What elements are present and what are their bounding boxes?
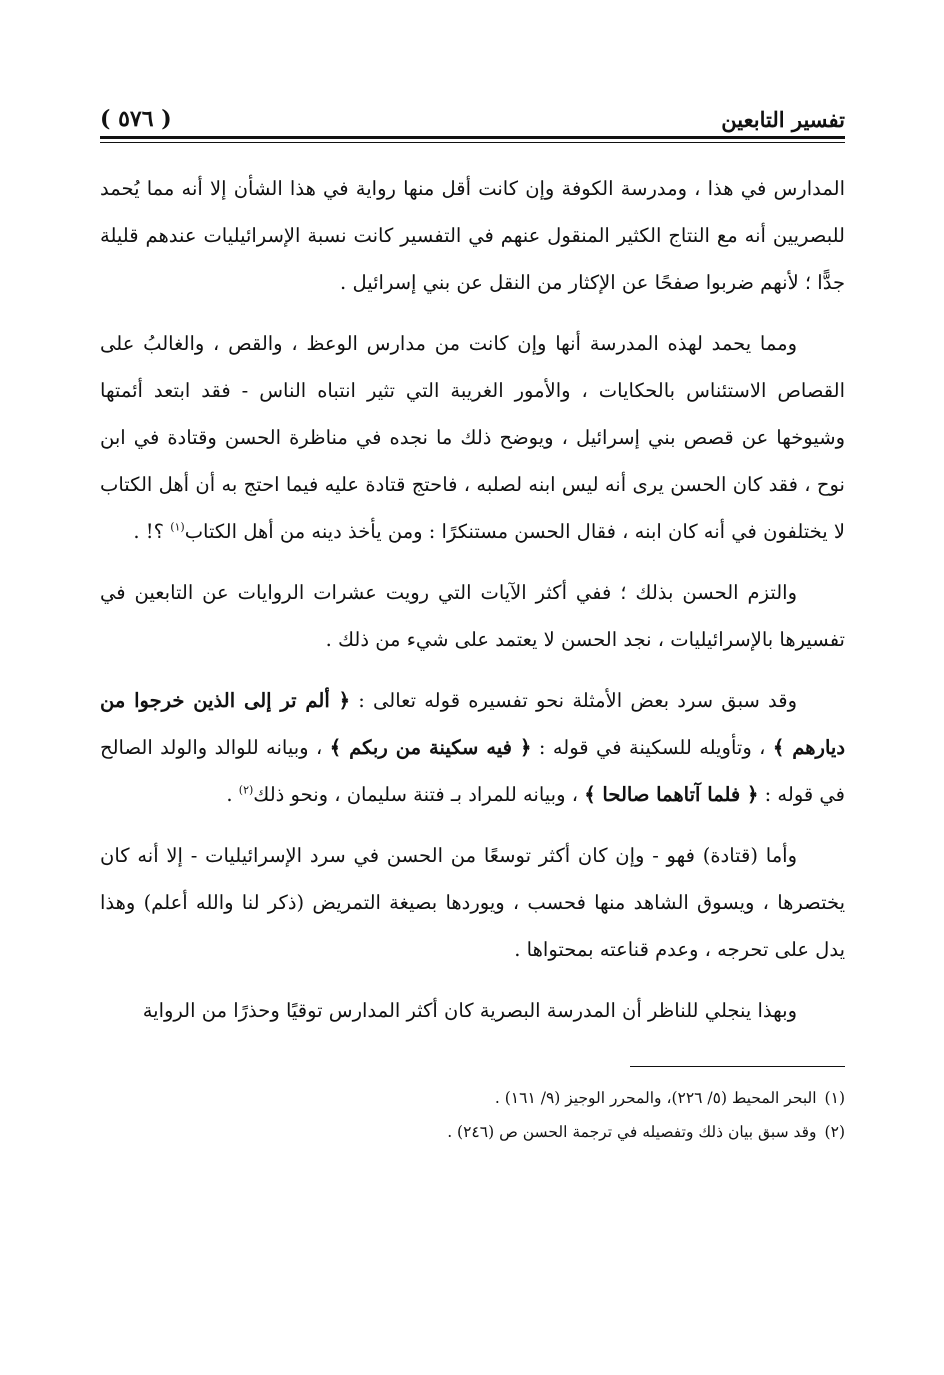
text-run: وأما (قتادة) فهو - وإن كان أكثر توسعًا من الحسن في سرد الإسرائيليات - إلا أنه كان يختصرها ، ويسوق الشاهد منها فحسب ، ويوردها بصيغة التمريض (ذكر لنا والله أعلم) وهذا يدل على تحرجه ، وعدم قناعته بمحتواها . <box>100 844 845 961</box>
footnote-reference: (٢) <box>238 783 254 797</box>
footnote-separator <box>630 1066 845 1067</box>
text-run: وبهذا ينجلي للناظر أن المدرسة البصرية كان أكثر المدارس توقيًا وحذرًا من الرواية <box>142 999 797 1022</box>
footnote-number: (١) <box>824 1089 845 1107</box>
text-run: . <box>226 783 239 806</box>
footnote-text: وقد سبق بيان ذلك وتفصيله في ترجمة الحسن ص (٢٤٦) . <box>447 1123 817 1141</box>
footnote-number: (٢) <box>824 1123 845 1141</box>
quran-verse: ﴿ فيه سكينة من ربكم ﴾ <box>329 736 532 759</box>
paragraph <box>100 987 845 1034</box>
main-text <box>100 165 845 1034</box>
paragraph <box>100 569 845 663</box>
paragraph <box>100 677 845 818</box>
running-title: تفسير التابعين <box>721 107 845 132</box>
quran-verse: ﴿ فلما آتاهما صالحا ﴾ <box>584 783 759 806</box>
footnote-reference: (١) <box>170 520 185 534</box>
footnote-text: البحر المحيط (٥/ ٢٢٦)، والمحرر الوجيز (٩/ ١٦١) . <box>494 1089 817 1107</box>
text-run: ، وبيانه للوالد والولد الصالح في قوله : <box>100 736 845 806</box>
text-run: ، وتأويله للسكينة في قوله : <box>531 736 773 759</box>
footnote <box>100 1081 845 1115</box>
paragraph <box>100 320 845 555</box>
text-run: ومما يحمد لهذه المدرسة أنها وإن كانت من مدارس الوعظ ، والقص ، والغالبُ على القصاص الاستئناس بالحكايات ، والأمور الغريبة التي تثير انتباه الناس - فقد ابتعد أئمتها وشيوخها عن قصص بني إسرائيل ، ويوضح ذلك ما نجده في مناظرة الحسن وقتادة في ابن نوح ، فقد كان الحسن يرى أنه ليس ابنه لصلبه ، فاحتج قتادة عليه فيما احتج به أن أهل الكتاب لا يختلفون في أنه كان ابنه ، فقال الحسن مستنكرًا : ومن يأخذ دينه من أهل الكتاب <box>100 332 845 543</box>
footnotes <box>100 1081 845 1149</box>
quran-verse: ﴿ ألم تر إلى الذين خرجوا من ديارهم ﴾ <box>100 689 845 759</box>
text-run: والتزم الحسن بذلك ؛ ففي أكثر الآيات التي رويت عشرات الروايات عن التابعين في تفسيرها بالإسرائيليات ، نجد الحسن لا يعتمد على شيء من ذلك . <box>100 581 845 651</box>
text-run: وقد سبق سرد بعض الأمثلة نحو تفسيره قوله تعالى : <box>350 689 797 712</box>
book-page <box>100 92 845 1272</box>
text-run: المدارس في هذا ، ومدرسة الكوفة وإن كانت أقل منها رواية في هذا الشأن إلا أنه مما يُحمد للبصريين أنه مع النتاج الكثير المنقول عنهم في التفسير كانت نسبة الإسرائيليات عندهم قليلة جدًّا ؛ لأنهم ضربوا صفحًا عن الإكثار من النقل عن بني إسرائيل . <box>100 177 845 294</box>
running-header <box>100 92 845 132</box>
paragraph <box>100 832 845 973</box>
footnote <box>100 1115 845 1149</box>
header-rule <box>100 136 845 143</box>
text-run: ؟! . <box>133 520 171 543</box>
paragraph <box>100 165 845 306</box>
page-number: ( ٥٧٦ ) <box>100 106 172 132</box>
text-run: ، وبيانه للمراد بـ فتنة سليمان ، ونحو ذلك <box>253 783 585 806</box>
